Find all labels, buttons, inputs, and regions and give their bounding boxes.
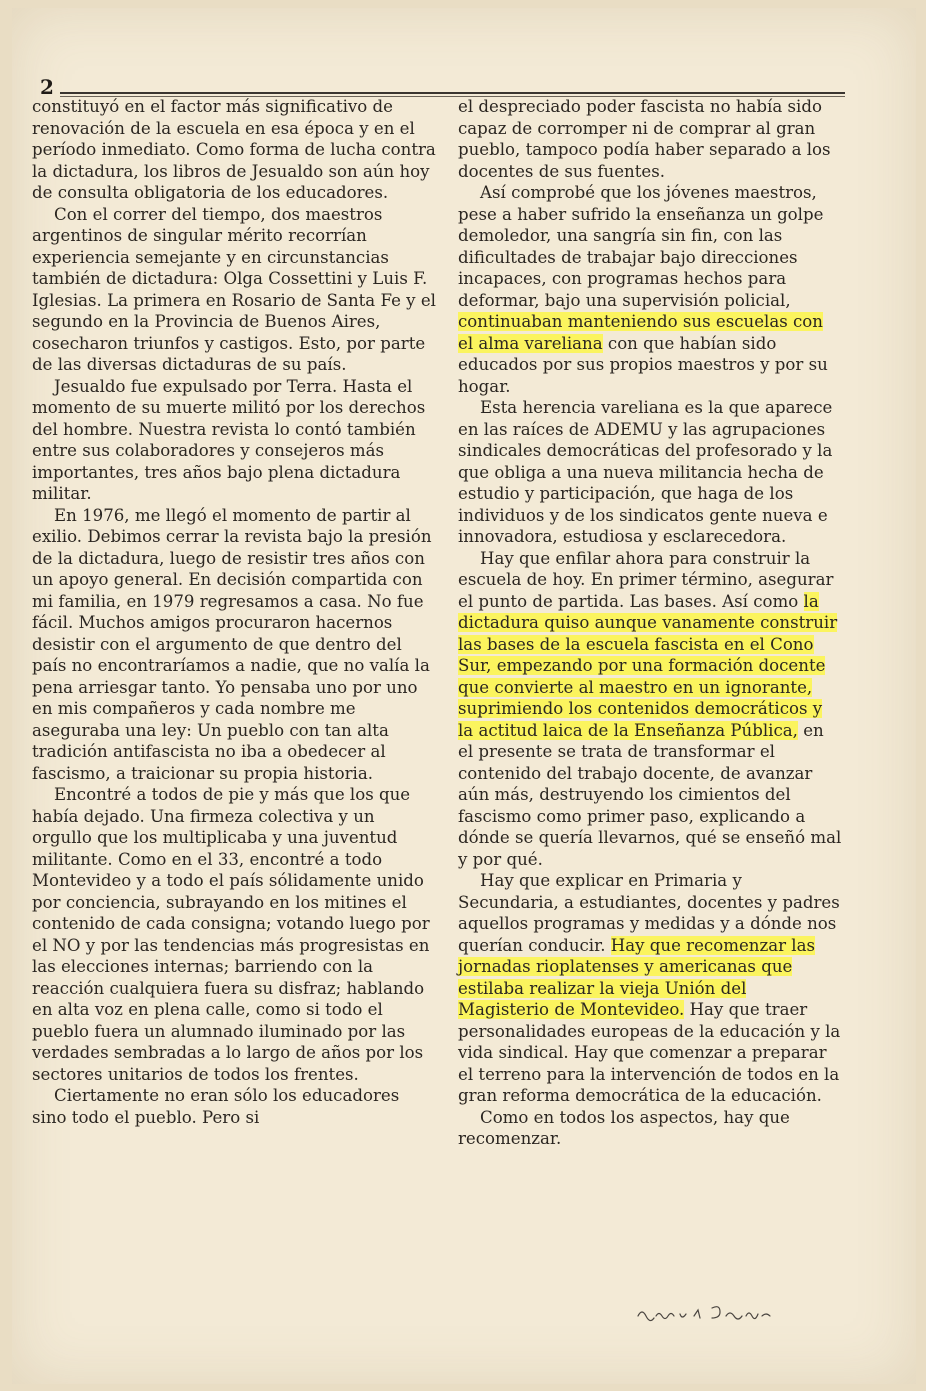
right-column	[458, 96, 842, 1150]
header-rule	[60, 92, 845, 94]
left-column	[32, 96, 436, 1128]
paragraph: constituyó en el factor más significativo de renovación de la escuela en esa época y en el período inmediato. Como forma de lucha contra la dictadura, los libros de Jesualdo son aún hoy de consulta obligatoria de los educadores.	[32, 97, 436, 202]
text-run: en el presente se trata de transformar el contenido del trabajo docente, de avanzar aún más, destruyendo los cimientos del fascismo como primer paso, explicando a dónde se quería llevarnos, qué se enseñó mal y por qué.	[458, 720, 842, 869]
paragraph: Esta herencia vareliana es la que aparece en las raíces de ADEMU y las agrupaciones sindicales democráticas del profesorado y la que obliga a una nueva militancia hecha de estudio y participación, que haga de los individuos y de los sindicatos gente nueva e innovadora, estudiosa y esclarecedora.	[458, 398, 833, 546]
text-run: con que habían sido educados por sus propios maestros y por su hogar.	[458, 333, 828, 396]
page-number: 2	[40, 75, 54, 99]
text-run: Hay que traer personalidades europeas de la educación y la vida sindical. Hay que comenzar a preparar el terreno para la intervención de todos en la gran reforma democrática de la educación.	[458, 1000, 841, 1105]
paragraph: Jesualdo fue expulsado por Terra. Hasta el momento de su muerte militó por los derechos del hombre. Nuestra revista lo contó también entre sus colaboradores y consejeros más importantes, tres años bajo plena dictadura militar.	[32, 376, 426, 503]
paragraph: Encontré a todos de pie y más que los que había dejado. Una firmeza colectiva y un orgullo que los multiplicaba y una juventud militante. Como en el 33, encontré a todo Montevideo y a todo el país sólidamente unido por conciencia, subrayando en los mitines el contenido de cada consigna; votando luego por el NO y por las tendencias más progresistas en las elecciones internas; barriendo con la reacción cualquiera fuera su disfraz; hablando en alta voz en plena calle, como si todo el pueblo fuera un alumnado iluminado por las verdades sembradas a lo largo de años por los sectores unitarios de todos los frentes.	[32, 785, 430, 1084]
handwritten-signature	[634, 1298, 784, 1328]
show-through-text	[469, 1293, 487, 1340]
highlighted-text: continuaban manteniendo sus escuelas con el alma vareliana	[458, 312, 823, 353]
highlighted-text: la dictadura quiso aunque vanamente construir las bases de la escuela fascista en el Cono Sur, empezando por una formación docente que convierte al maestro en un ignorante, suprimiendo los contenidos democráticos y la actitud laica de la Enseñanza Pública,	[458, 591, 838, 740]
paragraph	[458, 548, 842, 871]
paragraph: Ciertamente no eran sólo los educadores sino todo el pueblo. Pero si	[32, 1086, 400, 1127]
text-run: Así comprobé que los jóvenes maestros, pese a haber sufrido la enseñanza un golpe demoledor, una sangría sin fin, con las dificultades de trabajar bajo direcciones incapaces, con programas hechos para deformar, bajo una supervisión policial,	[458, 183, 824, 310]
paragraph: Como en todos los aspectos, hay que recomenzar.	[458, 1107, 790, 1148]
text-run: Hay que enfilar ahora para construir la escuela de hoy. En primer término, asegurar el punto de partida. Las bases. Así como	[458, 548, 834, 611]
paragraph	[458, 870, 842, 1107]
paragraph: Con el correr del tiempo, dos maestros argentinos de singular mérito recorrían experiencia semejante y en circunstancias también de dictadura: Olga Cossettini y Luis F. Iglesias. La primera en Rosario de Santa Fe y el segundo en la Provincia de Buenos Aires, cosecharon triunfos y castigos. Esto, por parte de las diversas dictaduras de su país.	[32, 204, 436, 374]
text-run: Hay que explicar en Primaria y Secundaria, a estudiantes, docentes y padres aquellos programas y medidas y a dónde nos querían conducir.	[458, 871, 840, 955]
paragraph: el despreciado poder fascista no había sido capaz de corromper ni de comprar al gran pueblo, tampoco podía haber separado a los docentes de sus fuentes.	[458, 97, 831, 181]
highlighted-text: Hay que recomenzar las jornadas rioplatenses y americanas que estilaba realizar la vieja Unión del Magisterio de Montevideo.	[458, 935, 816, 1019]
paragraph	[458, 182, 842, 397]
paragraph: En 1976, me llegó el momento de partir al exilio. Debimos cerrar la revista bajo la presión de la dictadura, luego de resistir tres años con un apoyo general. En decisión compartida con mi familia, en 1979 regresamos a casa. No fue fácil. Muchos amigos procuraron hacernos desistir con el argumento de que dentro del país no encontraríamos a nadie, que no valía la pena arriesgar tanto. Yo pensaba uno por uno en mis compañeros y cada nombre me aseguraba una ley: Un pueblo con tan alta tradición antifascista no iba a obedecer al fascismo, a traicionar su propia historia.	[32, 505, 432, 783]
